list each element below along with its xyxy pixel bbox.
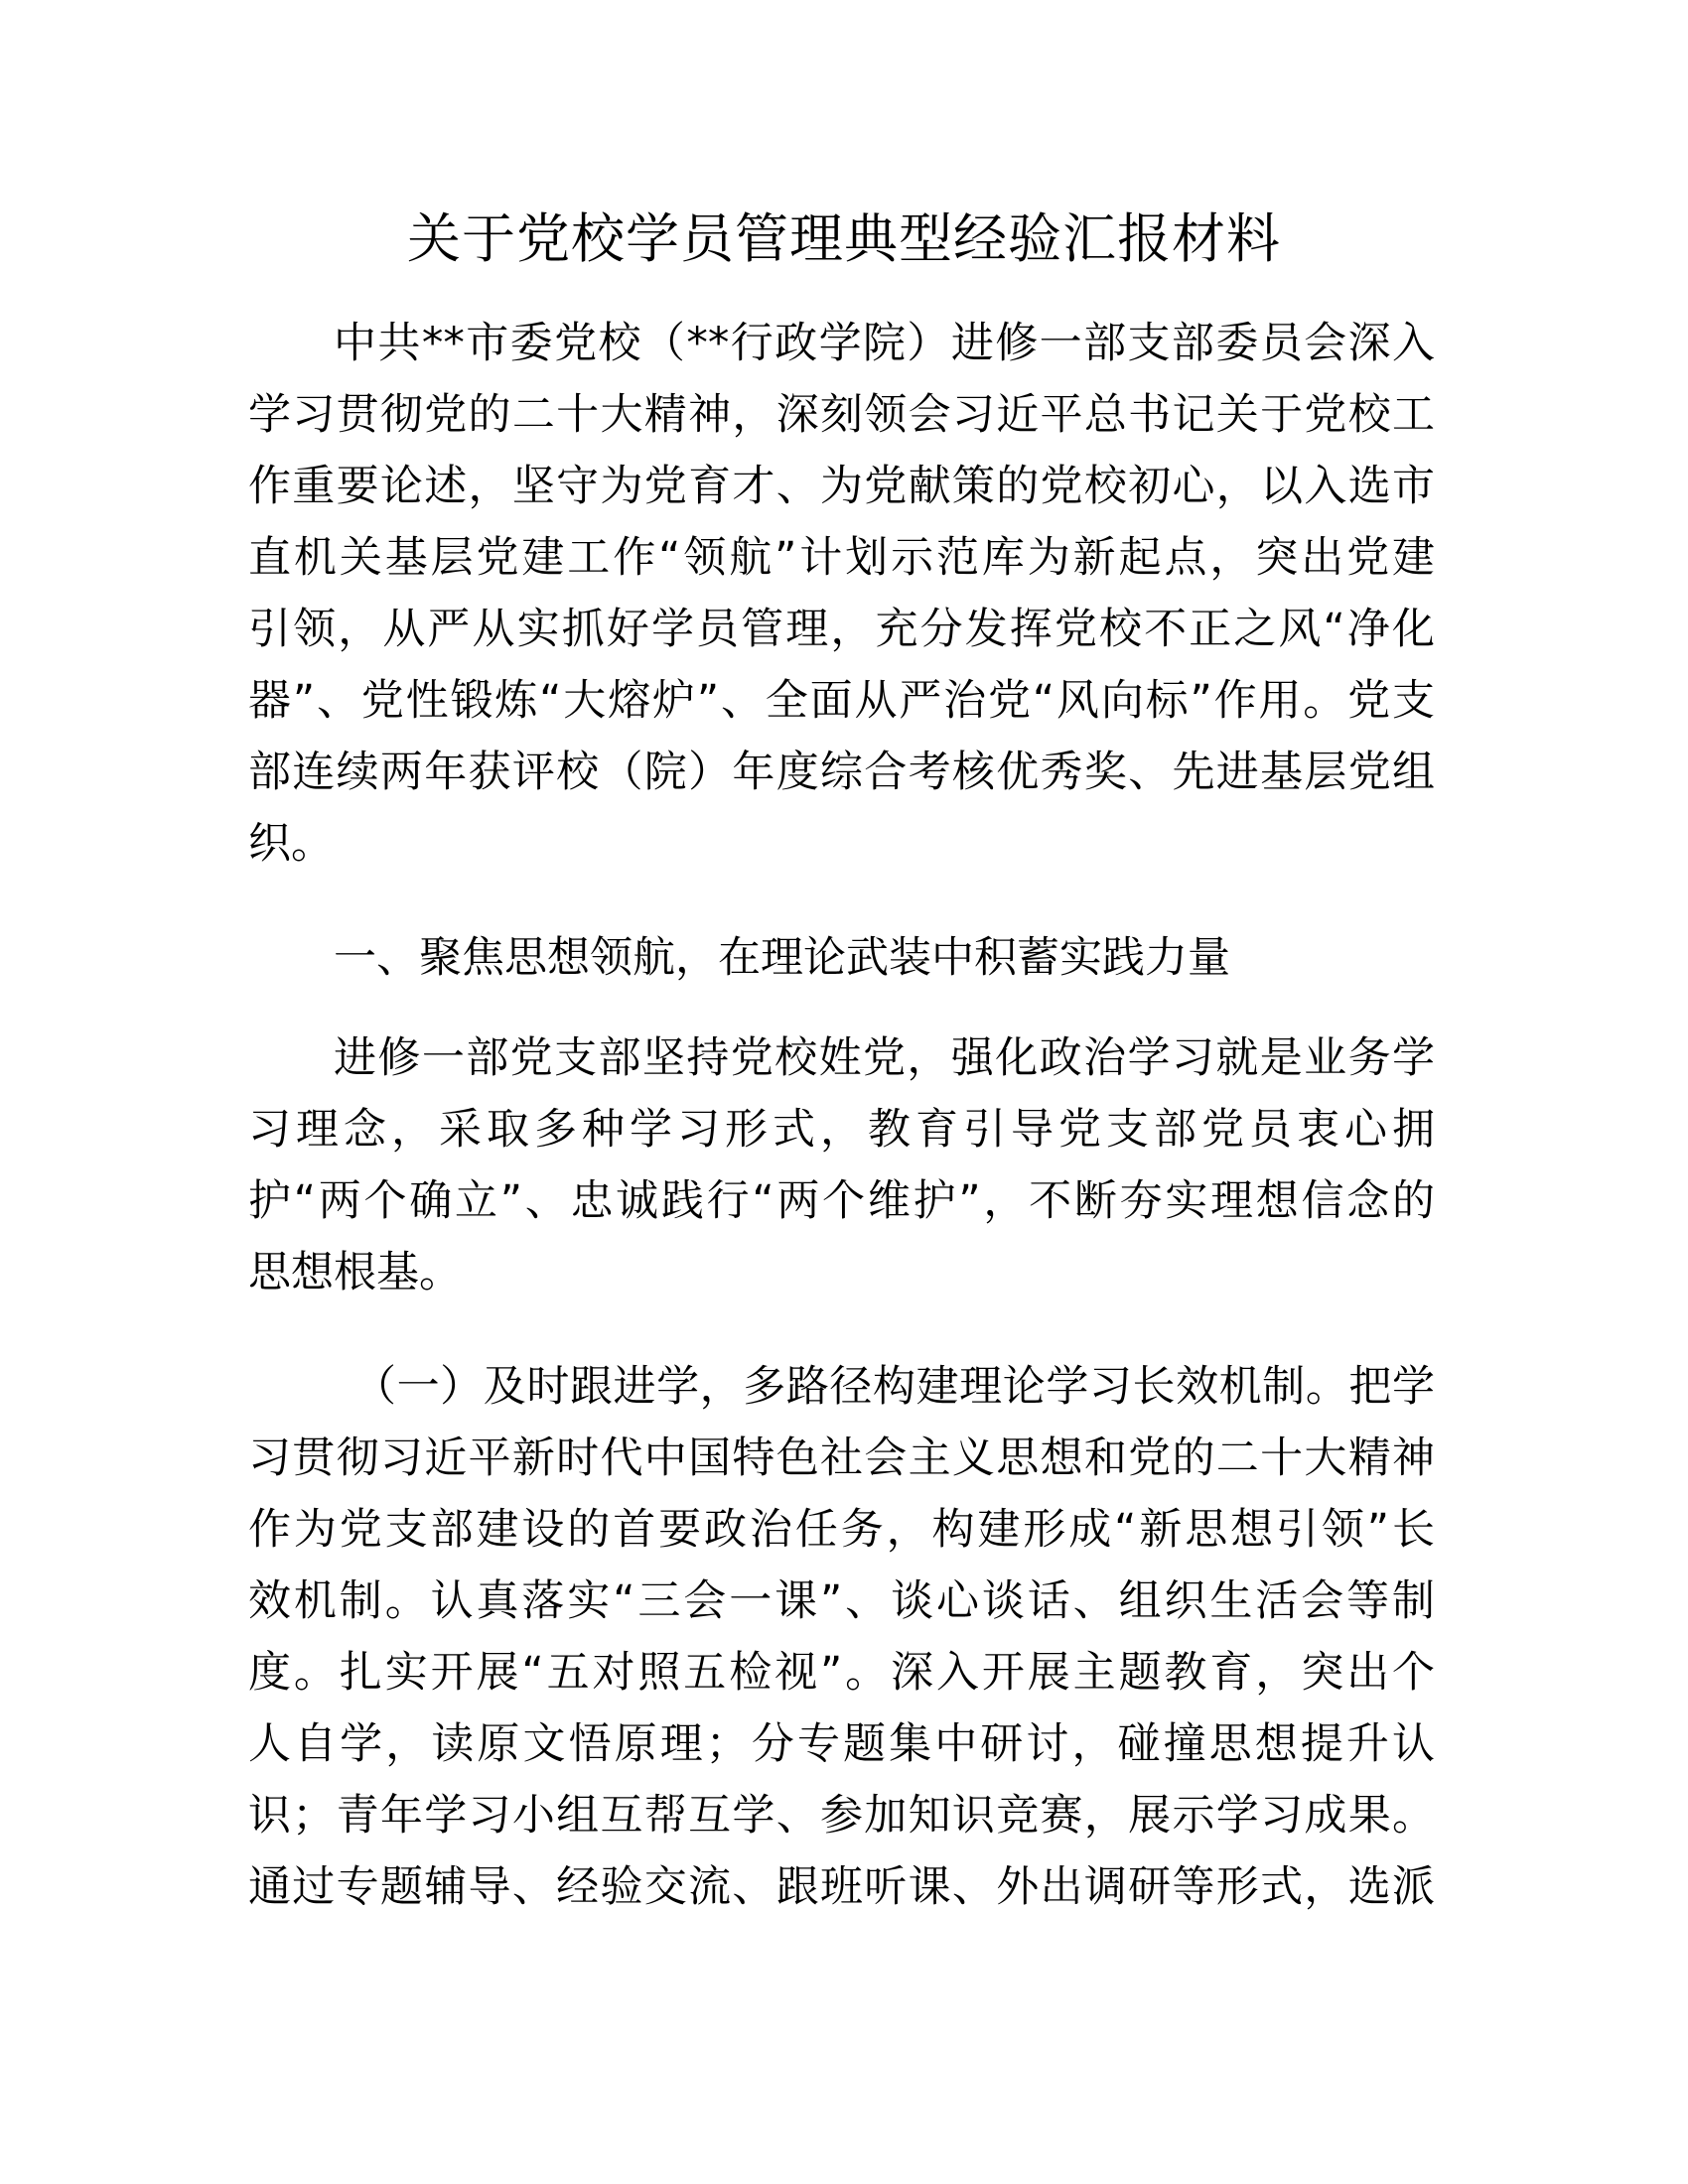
paragraph-line: 人自学，读原文悟原理；分专题集中研讨，碰撞思想提升认 (248, 1719, 1435, 1769)
paragraph-line: 护“两个确立”、忠诚践行“两个维护”，不断夯实理想信念的 (248, 1176, 1435, 1226)
paragraph-line: 作为党支部建设的首要政治任务，构建形成“新思想引领”长 (248, 1505, 1435, 1555)
paragraph-line: 直机关基层党建工作“领航”计划示范库为新起点，突出党建 (248, 533, 1435, 583)
paragraph-line: 织。 (248, 819, 334, 869)
document-title: 关于党校学员管理典型经验汇报材料 (407, 207, 1281, 270)
paragraph-line: 部连续两年获评校（院）年度综合考核优秀奖、先进基层党组 (248, 748, 1435, 797)
paragraph-line: 中共**市委党校（**行政学院）进修一部支部委员会深入 (334, 319, 1435, 368)
paragraph-line: 思想根基。 (248, 1248, 462, 1297)
paragraph-line: 效机制。认真落实“三会一课”、谈心谈话、组织生活会等制 (248, 1576, 1435, 1626)
paragraph-line: 通过专题辅导、经验交流、跟班听课、外出调研等形式，选派 (248, 1862, 1435, 1912)
paragraph-line: 引领，从严从实抓好学员管理，充分发挥党校不正之风“净化 (248, 605, 1435, 654)
paragraph-line: 习理念，采取多种学习形式，教育引导党支部党员衷心拥 (248, 1105, 1435, 1155)
paragraph-line: （一）及时跟进学，多路径构建理论学习长效机制。把学 (353, 1362, 1435, 1412)
paragraph-line: 习贯彻习近平新时代中国特色社会主义思想和党的二十大精神 (248, 1433, 1435, 1483)
paragraph-line: 进修一部党支部坚持党校姓党，强化政治学习就是业务学 (334, 1033, 1435, 1083)
paragraph-line: 器”、党性锻炼“大熔炉”、全面从严治党“风向标”作用。党支 (248, 676, 1435, 726)
paragraph-line: 度。扎实开展“五对照五检视”。深入开展主题教育，突出个 (248, 1648, 1435, 1698)
paragraph-line: 学习贯彻党的二十大精神，深刻领会习近平总书记关于党校工 (248, 390, 1435, 440)
paragraph-line: 作重要论述，坚守为党育才、为党献策的党校初心，以入选市 (248, 462, 1435, 511)
section-heading: 一、聚焦思想领航，在理论武装中积蓄实践力量 (334, 933, 1230, 983)
paragraph-line: 识；青年学习小组互帮互学、参加知识竞赛，展示学习成果。 (248, 1791, 1435, 1841)
